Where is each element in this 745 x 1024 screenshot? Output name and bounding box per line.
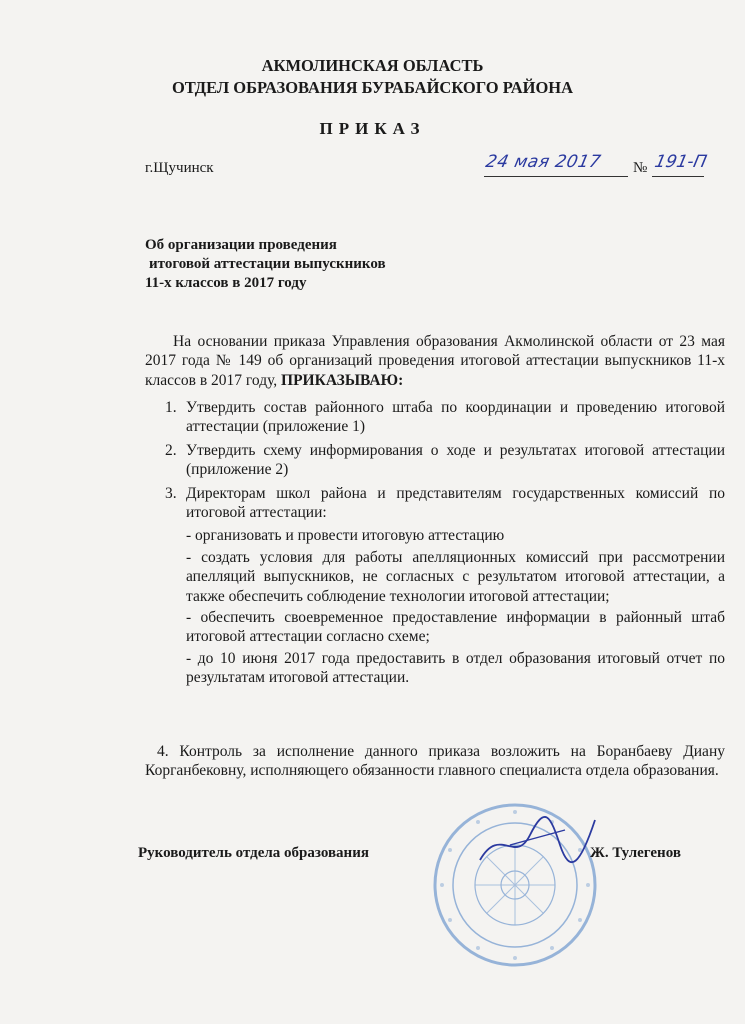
order-word: ПРИКАЗЫВАЮ: [281, 371, 404, 389]
sub-item: - создать условия для работы апелляционных комиссий при рассмотрении апелляций выпускников, не согласных с результатом итоговой аттестации, а также обеспечить соблюдение технологии итоговой аттестации; [186, 548, 725, 605]
sub-item: - до 10 июня 2017 года предоставить в отдел образования итоговый отчет по результатам итоговой аттестации. [186, 649, 725, 687]
item-number: 1. [165, 399, 177, 416]
subject-line-1: Об организации проведения [145, 237, 337, 253]
handwritten-number: 191-П [652, 152, 709, 172]
subject-line-3: 11-х классов в 2017 году [145, 275, 307, 291]
number-underline [652, 176, 704, 177]
header-region: АКМОЛИНСКАЯ ОБЛАСТЬ [261, 56, 484, 75]
number-sign: № [633, 160, 648, 176]
signatory-position: Руководитель отдела образования [138, 845, 369, 861]
list-item [165, 398, 725, 437]
list-item [165, 484, 725, 523]
date-underline [484, 176, 628, 177]
item-number: 3. [165, 484, 177, 502]
intro-text: На основании приказа Управления образования Акмолинской области от 23 мая 2017 года № 149 об организаций проведения итоговой аттестации выпускников 11-х классов в 2017 году, [145, 333, 725, 389]
signature-icon [470, 805, 600, 875]
item-text: Утвердить схему информирования о ходе и результатах итоговой аттестации (приложение 2) [186, 441, 725, 479]
city: г.Щучинск [145, 160, 214, 176]
item-text: Утвердить состав районного штаба по координации и проведению итоговой аттестации (приложение 1) [186, 399, 725, 436]
signatory-name: Ж. Тулегенов [590, 845, 681, 861]
handwritten-date: 24 мая 2017 [483, 152, 603, 172]
item-text: Директорам школ района и представителям государственных комиссий по итоговой аттестации: [186, 484, 725, 522]
item-number: 2. [165, 441, 177, 459]
document-title: ПРИКАЗ [319, 119, 426, 138]
sub-item: - обеспечить своевременное предоставление информации в районный штаб итоговой аттестации согласно схеме; [186, 609, 725, 646]
order-subject [145, 236, 386, 293]
order-items [165, 398, 725, 690]
sub-items [165, 526, 725, 687]
sub-item: - организовать и провести итоговую аттестацию [186, 527, 505, 545]
control-paragraph: 4. Контроль за исполнение данного приказа возложить на Боранбаеву Диану Корганбековну, исполняющего обязанности главного специалиста отдела образования. [145, 743, 725, 780]
list-item [165, 441, 725, 480]
subject-line-2: итоговой аттестации выпускников [149, 256, 386, 272]
intro-paragraph [145, 332, 725, 390]
header-department: ОТДЕЛ ОБРАЗОВАНИЯ БУРАБАЙСКОГО РАЙОНА [171, 78, 574, 97]
